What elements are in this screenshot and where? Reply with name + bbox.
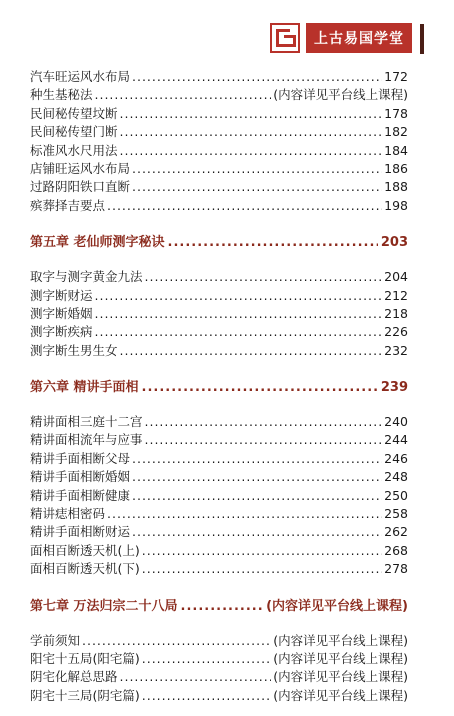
toc-entry-page: (内容详见平台线上课程) (273, 650, 408, 666)
toc-entry[interactable] (30, 105, 408, 123)
header (270, 22, 412, 54)
leader-dots (120, 142, 383, 160)
toc-entry-title: 阳宅十五局(阳宅篇) (30, 650, 140, 666)
toc-entry[interactable] (30, 468, 408, 486)
toc-entry[interactable] (30, 86, 408, 104)
toc-entry-title: 取字与测字黄金九法 (30, 269, 143, 285)
toc-entry-title: 阴宅化解总思路 (30, 669, 118, 685)
toc-entry-title: 殡葬择吉要点 (30, 197, 106, 213)
toc-entry[interactable] (30, 687, 408, 705)
leader-dots (120, 668, 272, 686)
chapter-title: 第五章 老仙师测字秘诀 (30, 235, 165, 251)
leader-dots (142, 542, 382, 560)
toc-entry-page: 232 (384, 342, 408, 358)
toc-entry-title: 精讲手面相断父母 (30, 450, 131, 466)
toc-entry[interactable] (30, 342, 408, 360)
toc-entry-title: 种生基秘法 (30, 87, 93, 103)
toc-entry-page: (内容详见平台线上课程) (273, 87, 408, 103)
toc-entry-page: 246 (384, 450, 408, 466)
toc-entry[interactable] (30, 413, 408, 431)
leader-dots (142, 687, 271, 705)
leader-dots (95, 86, 272, 104)
leader-dots (120, 123, 383, 141)
toc-entry-title: 精讲面相流年与应事 (30, 432, 143, 448)
toc-entry-title: 精讲面相三庭十二宫 (30, 414, 143, 430)
leader-dots (95, 287, 383, 305)
toc-entry[interactable] (30, 142, 408, 160)
chapter-page: (内容详见平台线上课程) (266, 598, 408, 614)
toc-entry-page: 212 (384, 287, 408, 303)
leader-dots (181, 599, 264, 614)
toc-group-4 (30, 632, 408, 706)
toc-entry-title: 民间秘传望坟断 (30, 105, 118, 121)
toc-entry[interactable] (30, 668, 408, 686)
toc-entry-title: 标准风水尺用法 (30, 142, 118, 158)
toc-group-3 (30, 413, 408, 579)
brand-name: 上古易国学堂 (306, 23, 412, 53)
leader-dots (132, 468, 382, 486)
toc-entry[interactable] (30, 123, 408, 141)
toc-entry[interactable] (30, 487, 408, 505)
chapter-page: 239 (380, 380, 408, 396)
toc-entry-title: 汽车旺运风水布局 (30, 69, 131, 84)
leader-dots (95, 323, 383, 341)
toc-entry-page: 248 (384, 469, 408, 485)
leader-dots (145, 413, 383, 431)
toc-group-2 (30, 268, 408, 360)
logo-icon (270, 23, 300, 53)
toc-entry-page: 268 (384, 542, 408, 558)
chapter-6-heading[interactable] (30, 376, 408, 396)
toc-entry-page: 182 (384, 124, 408, 140)
toc-entry[interactable] (30, 305, 408, 323)
toc-entry-page: (内容详见平台线上课程) (273, 669, 408, 685)
chapter-5-heading[interactable] (30, 231, 408, 251)
toc-entry-title: 学前须知 (30, 632, 81, 648)
toc-entry-page: 278 (384, 561, 408, 577)
toc-entry-title: 测字断生男生女 (30, 342, 118, 358)
leader-dots (132, 68, 382, 86)
toc-entry-page: 186 (384, 160, 408, 176)
toc-entry-title: 测字断疾病 (30, 324, 93, 340)
leader-dots (132, 160, 382, 178)
chapter-page: 203 (380, 235, 408, 251)
toc-entry[interactable] (30, 197, 408, 215)
toc-entry[interactable] (30, 68, 408, 86)
toc-entry[interactable] (30, 287, 408, 305)
toc-entry[interactable] (30, 560, 408, 578)
leader-dots (142, 380, 378, 395)
toc-group-1 (30, 68, 408, 215)
toc-entry[interactable] (30, 505, 408, 523)
toc-entry-title: 精讲手面相断财运 (30, 524, 131, 540)
leader-dots (145, 431, 383, 449)
toc-entry[interactable] (30, 431, 408, 449)
leader-dots (142, 560, 382, 578)
leader-dots (132, 523, 382, 541)
toc-entry-page: 218 (384, 305, 408, 321)
toc-entry-page: 178 (384, 105, 408, 121)
toc-entry[interactable] (30, 523, 408, 541)
toc-entry-page: 250 (384, 487, 408, 503)
leader-dots (95, 305, 383, 323)
toc-entry[interactable] (30, 178, 408, 196)
leader-dots (107, 197, 382, 215)
leader-dots (145, 268, 383, 286)
chapter-title: 第六章 精讲手面相 (30, 380, 139, 396)
toc-entry-title: 过路阴阳铁口直断 (30, 179, 131, 195)
toc-entry[interactable] (30, 632, 408, 650)
leader-dots (82, 632, 271, 650)
toc-entry-title: 测字断财运 (30, 287, 93, 303)
toc-entry-title: 精讲手面相断婚姻 (30, 469, 131, 485)
toc-entry[interactable] (30, 650, 408, 668)
header-accent-bar (420, 24, 424, 54)
leader-dots (132, 487, 382, 505)
toc-entry-title: 精讲痣相密码 (30, 506, 106, 522)
leader-dots (120, 105, 383, 123)
table-of-contents (30, 68, 408, 705)
toc-entry-title: 精讲手面相断健康 (30, 487, 131, 503)
toc-entry[interactable] (30, 542, 408, 560)
toc-entry-title: 阴宅十三局(阴宅篇) (30, 687, 140, 703)
toc-entry-page: (内容详见平台线上课程) (273, 632, 408, 648)
leader-dots (120, 342, 383, 360)
toc-entry-page: 172 (384, 69, 408, 84)
leader-dots (132, 450, 382, 468)
toc-entry-page: 262 (384, 524, 408, 540)
toc-entry-title: 民间秘传望门断 (30, 124, 118, 140)
toc-entry-page: 240 (384, 414, 408, 430)
toc-entry-page: 204 (384, 269, 408, 285)
toc-entry-title: 店铺旺运风水布局 (30, 160, 131, 176)
toc-entry-title: 面相百断透天机(下) (30, 561, 140, 577)
toc-entry-title: 测字断婚姻 (30, 305, 93, 321)
toc-entry-title: 面相百断透天机(上) (30, 542, 140, 558)
leader-dots (107, 505, 382, 523)
leader-dots (142, 650, 271, 668)
toc-entry-page: 226 (384, 324, 408, 340)
toc-entry-page: 244 (384, 432, 408, 448)
toc-entry-page: 258 (384, 506, 408, 522)
toc-entry-page: 198 (384, 197, 408, 213)
toc-entry[interactable] (30, 323, 408, 341)
chapter-title: 第七章 万法归宗二十八局 (30, 598, 178, 614)
toc-entry[interactable] (30, 268, 408, 286)
toc-entry[interactable] (30, 450, 408, 468)
toc-entry-page: (内容详见平台线上课程) (273, 687, 408, 703)
chapter-7-heading[interactable] (30, 595, 408, 615)
toc-entry-page: 184 (384, 142, 408, 158)
leader-dots (132, 178, 382, 196)
toc-entry-page: 188 (384, 179, 408, 195)
leader-dots (168, 235, 378, 250)
toc-entry[interactable] (30, 160, 408, 178)
